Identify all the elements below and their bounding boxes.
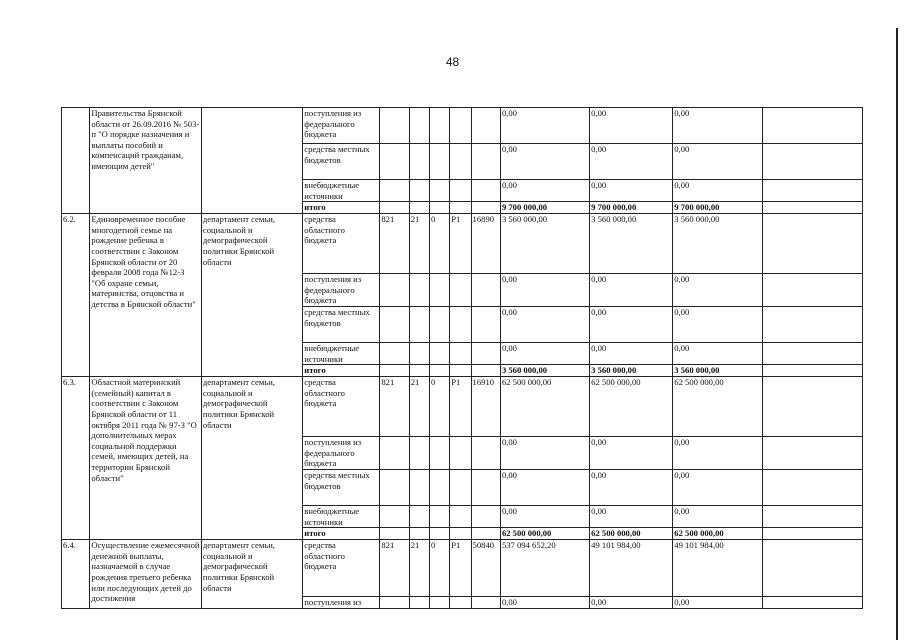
measure-name: Осуществление ежемесячной денежной выплаты, назначаемой в случае рождения третьего ребенка или последующих детей до достижения xyxy=(90,540,202,609)
rz-code xyxy=(409,306,429,342)
amount-2024: 0,00 xyxy=(590,306,673,342)
grbs-code xyxy=(380,306,409,342)
amount-2024: 62 500 000,00 xyxy=(590,377,673,437)
direction-code xyxy=(471,342,500,364)
program-code xyxy=(450,437,471,470)
notes-cell xyxy=(762,274,862,307)
funding-source: поступления из xyxy=(303,597,380,609)
amount-2025: 0,00 xyxy=(673,144,762,180)
amount-2025: 0,00 xyxy=(673,180,762,202)
amount-2023: 0,00 xyxy=(500,274,589,307)
amount-2025: 0,00 xyxy=(673,597,762,609)
pr-code: 0 xyxy=(430,540,450,597)
amount-2023: 9 700 000,00 xyxy=(500,202,589,214)
grbs-code: 821 xyxy=(380,540,409,597)
direction-code xyxy=(471,180,500,202)
rz-code xyxy=(409,597,429,609)
funding-source: итого xyxy=(303,528,380,540)
amount-2025: 0,00 xyxy=(673,505,762,527)
direction-code: 50840 xyxy=(471,540,500,597)
direction-code xyxy=(471,306,500,342)
measure-name: Единовременное пособие многодетной семье на рождение ребенка в соответствии с Законом Брянской области от 20 февраля 2008 года №12-З "Об охране семьи, материнства, отцовства и детства в Брянской области" xyxy=(90,214,202,377)
grbs-code xyxy=(380,505,409,527)
amount-2024: 0,00 xyxy=(590,342,673,364)
funding-source: внебюджетные источники xyxy=(303,505,380,527)
direction-code xyxy=(471,597,500,609)
executor-name xyxy=(201,108,302,214)
amount-2025: 3 560 000,00 xyxy=(673,365,762,377)
page-edge-rule xyxy=(896,28,898,640)
amount-2024: 0,00 xyxy=(590,144,673,180)
grbs-code xyxy=(380,144,409,180)
table-row xyxy=(62,214,863,274)
direction-code xyxy=(471,528,500,540)
amount-2025: 3 560 000,00 xyxy=(673,214,762,274)
item-number xyxy=(62,108,90,214)
funding-source: средства местных бюджетов xyxy=(303,144,380,180)
pr-code xyxy=(430,180,450,202)
amount-2023: 0,00 xyxy=(500,180,589,202)
amount-2025: 0,00 xyxy=(673,274,762,307)
grbs-code: 821 xyxy=(380,214,409,274)
amount-2024: 0,00 xyxy=(590,597,673,609)
rz-code xyxy=(409,202,429,214)
funding-source: средства областного бюджета xyxy=(303,377,380,437)
pr-code xyxy=(430,202,450,214)
notes-cell xyxy=(762,505,862,527)
grbs-code xyxy=(380,202,409,214)
funding-source: средства областного бюджета xyxy=(303,540,380,597)
rz-code xyxy=(409,342,429,364)
amount-2024: 0,00 xyxy=(590,505,673,527)
amount-2023: 0,00 xyxy=(500,342,589,364)
program-code xyxy=(450,365,471,377)
direction-code xyxy=(471,108,500,144)
amount-2024: 0,00 xyxy=(590,469,673,505)
measure-name: Правительства Брянской области от 26.09.2016 № 503-п "О порядке назначения и выплаты пособий и компенсаций гражданам, имеющим детей" xyxy=(90,108,202,214)
amount-2025: 0,00 xyxy=(673,469,762,505)
direction-code xyxy=(471,469,500,505)
pr-code xyxy=(430,108,450,144)
funding-source: поступления из федерального бюджета xyxy=(303,274,380,307)
program-code xyxy=(450,505,471,527)
rz-code xyxy=(409,437,429,470)
grbs-code xyxy=(380,528,409,540)
grbs-code xyxy=(380,274,409,307)
amount-2025: 0,00 xyxy=(673,108,762,144)
amount-2023: 3 560 000,00 xyxy=(500,214,589,274)
notes-cell xyxy=(762,144,862,180)
amount-2024: 0,00 xyxy=(590,274,673,307)
notes-cell xyxy=(762,108,862,144)
pr-code xyxy=(430,144,450,180)
amount-2023: 0,00 xyxy=(500,437,589,470)
grbs-code xyxy=(380,437,409,470)
pr-code xyxy=(430,505,450,527)
program-code: P1 xyxy=(450,377,471,437)
amount-2025: 0,00 xyxy=(673,306,762,342)
pr-code xyxy=(430,597,450,609)
amount-2024: 0,00 xyxy=(590,180,673,202)
amount-2023: 537 094 652,20 xyxy=(500,540,589,597)
table-row xyxy=(62,540,863,597)
direction-code: 16890 xyxy=(471,214,500,274)
rz-code: 21 xyxy=(409,377,429,437)
program-code xyxy=(450,274,471,307)
notes-cell xyxy=(762,202,862,214)
notes-cell xyxy=(762,437,862,470)
direction-code xyxy=(471,365,500,377)
page-number: 48 xyxy=(445,55,460,69)
direction-code xyxy=(471,202,500,214)
pr-code xyxy=(430,274,450,307)
notes-cell xyxy=(762,214,862,274)
direction-code xyxy=(471,505,500,527)
funding-source: средства областного бюджета xyxy=(303,214,380,274)
amount-2024: 0,00 xyxy=(590,108,673,144)
program-code xyxy=(450,469,471,505)
amount-2024: 49 101 984,00 xyxy=(590,540,673,597)
pr-code xyxy=(430,528,450,540)
direction-code: 16910 xyxy=(471,377,500,437)
rz-code xyxy=(409,108,429,144)
rz-code xyxy=(409,144,429,180)
rz-code xyxy=(409,180,429,202)
executor-name: департамент семьи, социальной и демографической политики Брянской области xyxy=(201,214,302,377)
pr-code xyxy=(430,437,450,470)
funding-source: итого xyxy=(303,365,380,377)
amount-2023: 62 500 000,00 xyxy=(500,377,589,437)
notes-cell xyxy=(762,528,862,540)
funding-source: средства местных бюджетов xyxy=(303,469,380,505)
amount-2025: 62 500 000,00 xyxy=(673,377,762,437)
notes-cell xyxy=(762,377,862,437)
amount-2024: 0,00 xyxy=(590,437,673,470)
program-code xyxy=(450,342,471,364)
amount-2025: 9 700 000,00 xyxy=(673,202,762,214)
amount-2023: 62 500 000,00 xyxy=(500,528,589,540)
program-code xyxy=(450,108,471,144)
amount-2025: 62 500 000,00 xyxy=(673,528,762,540)
funding-source: внебюджетные источники xyxy=(303,180,380,202)
amount-2023: 0,00 xyxy=(500,505,589,527)
amount-2024: 3 560 000,00 xyxy=(590,365,673,377)
program-code xyxy=(450,528,471,540)
amount-2023: 3 560 000,00 xyxy=(500,365,589,377)
rz-code xyxy=(409,505,429,527)
pr-code xyxy=(430,365,450,377)
program-code xyxy=(450,306,471,342)
item-number: 6.3. xyxy=(62,377,90,540)
table-body xyxy=(62,108,863,609)
funding-source: поступления из федерального бюджета xyxy=(303,108,380,144)
rz-code: 21 xyxy=(409,540,429,597)
direction-code xyxy=(471,437,500,470)
rz-code xyxy=(409,528,429,540)
direction-code xyxy=(471,274,500,307)
item-number: 6.2. xyxy=(62,214,90,377)
executor-name: департамент семьи, социальной и демографической политики Брянской области xyxy=(201,377,302,540)
grbs-code xyxy=(380,469,409,505)
amount-2024: 62 500 000,00 xyxy=(590,528,673,540)
program-code: P1 xyxy=(450,540,471,597)
grbs-code: 821 xyxy=(380,377,409,437)
notes-cell xyxy=(762,306,862,342)
amount-2023: 0,00 xyxy=(500,108,589,144)
pr-code xyxy=(430,342,450,364)
funding-source: поступления из федерального бюджета xyxy=(303,437,380,470)
program-code xyxy=(450,180,471,202)
rz-code: 21 xyxy=(409,214,429,274)
rz-code xyxy=(409,365,429,377)
funding-source: средства местных бюджетов xyxy=(303,306,380,342)
grbs-code xyxy=(380,108,409,144)
pr-code xyxy=(430,469,450,505)
funding-source: итого xyxy=(303,202,380,214)
measure-name: Областной материнский (семейный) капитал в соответствии с Законом Брянской области от 11 октября 2011 года № 97-З "О дополнительных мерах социальной поддержки семей, имеющих детей, на территории Брянской области" xyxy=(90,377,202,540)
amount-2023: 0,00 xyxy=(500,144,589,180)
pr-code xyxy=(430,306,450,342)
amount-2023: 0,00 xyxy=(500,306,589,342)
grbs-code xyxy=(380,342,409,364)
notes-cell xyxy=(762,342,862,364)
grbs-code xyxy=(380,365,409,377)
direction-code xyxy=(471,144,500,180)
notes-cell xyxy=(762,540,862,597)
executor-name: департамент семьи, социальной и демографической политики Брянской области xyxy=(201,540,302,609)
notes-cell xyxy=(762,365,862,377)
rz-code xyxy=(409,469,429,505)
amount-2023: 0,00 xyxy=(500,597,589,609)
notes-cell xyxy=(762,597,862,609)
pr-code: 0 xyxy=(430,214,450,274)
program-code: P1 xyxy=(450,214,471,274)
amount-2023: 0,00 xyxy=(500,469,589,505)
notes-cell xyxy=(762,180,862,202)
table-row xyxy=(62,108,863,144)
funding-source: внебюджетные источники xyxy=(303,342,380,364)
program-code xyxy=(450,144,471,180)
amount-2025: 0,00 xyxy=(673,342,762,364)
program-code xyxy=(450,202,471,214)
table-row xyxy=(62,377,863,437)
budget-table xyxy=(61,107,863,609)
pr-code: 0 xyxy=(430,377,450,437)
amount-2024: 9 700 000,00 xyxy=(590,202,673,214)
amount-2025: 49 101 984,00 xyxy=(673,540,762,597)
program-code xyxy=(450,597,471,609)
amount-2024: 3 560 000,00 xyxy=(590,214,673,274)
grbs-code xyxy=(380,597,409,609)
item-number: 6.4. xyxy=(62,540,90,609)
amount-2025: 0,00 xyxy=(673,437,762,470)
rz-code xyxy=(409,274,429,307)
notes-cell xyxy=(762,469,862,505)
grbs-code xyxy=(380,180,409,202)
